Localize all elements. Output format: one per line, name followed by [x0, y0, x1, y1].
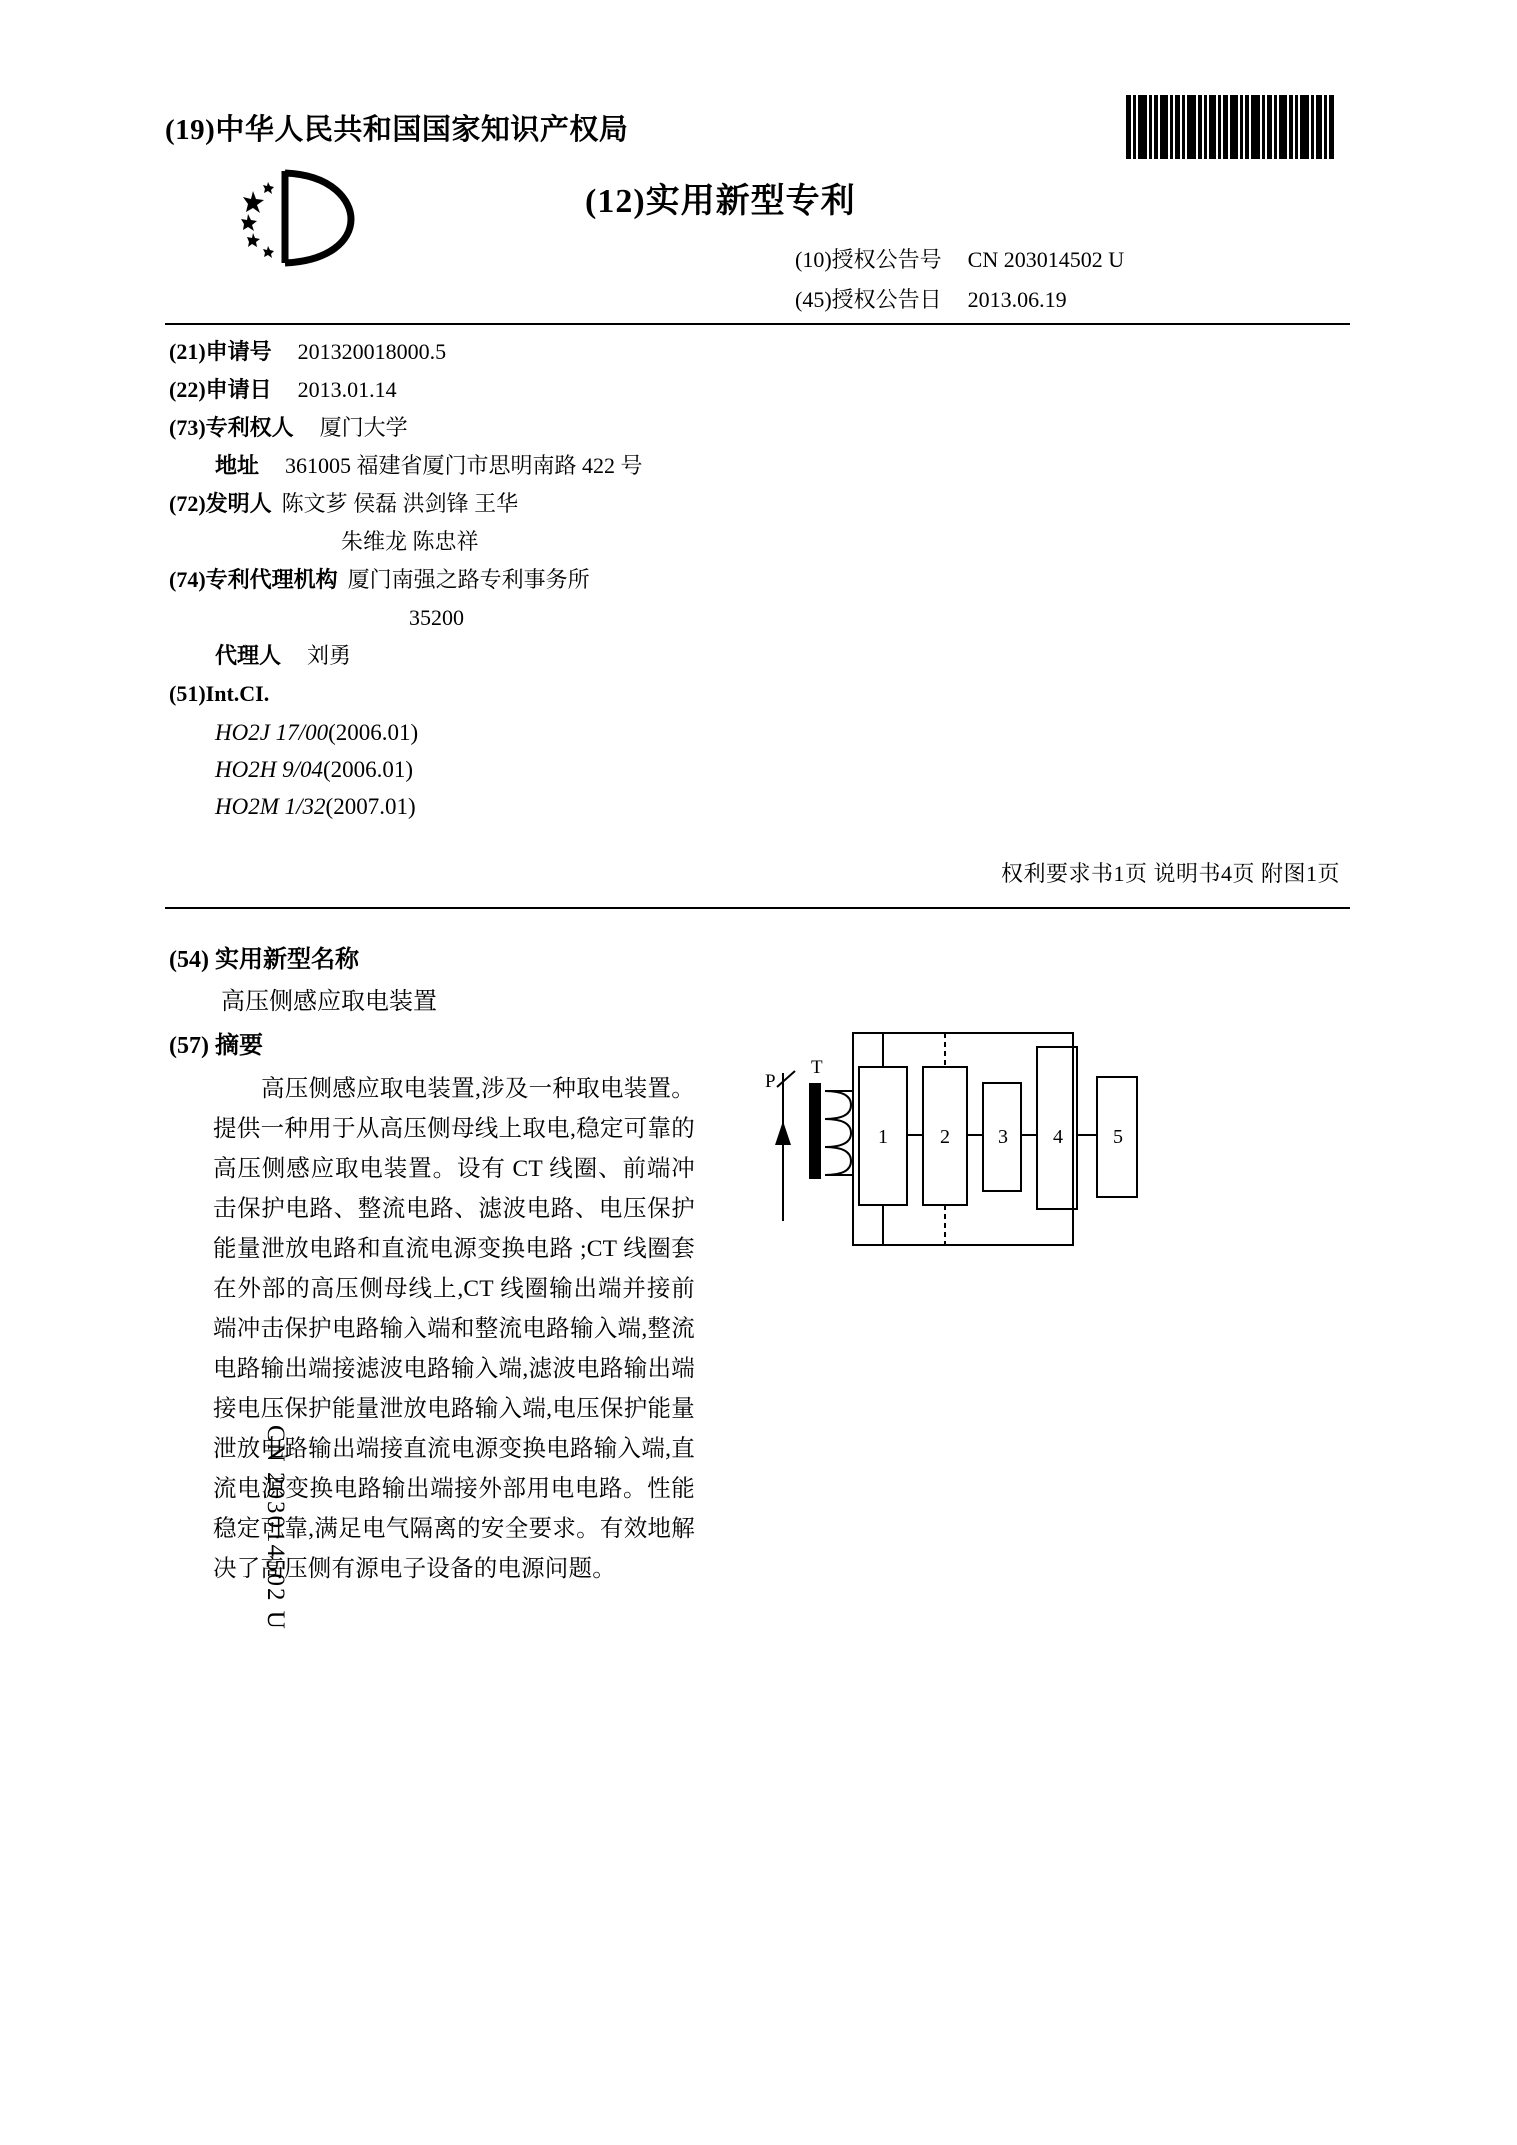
publication-date-label: (45)授权公告日: [795, 287, 942, 312]
side-publication-id: CN 203014502 U: [262, 1425, 289, 1631]
issuing-office-line: (19)中华人民共和国国家知识产权局: [165, 114, 629, 146]
svg-text:3: 3: [998, 1126, 1008, 1148]
svg-text:5: 5: [1113, 1126, 1123, 1148]
svg-text:1: 1: [878, 1126, 888, 1148]
abstract-figure: [765, 1025, 1225, 1385]
int-cl-entry: [169, 721, 1069, 744]
int-cl-code: HO2M 1/32: [215, 794, 326, 819]
bib-value: 刘勇: [307, 643, 352, 668]
page-count-summary: 权利要求书1页 说明书4页 附图1页: [1000, 861, 1340, 886]
bib-code: 代理人: [215, 643, 282, 668]
bibliographic-block: [169, 341, 1069, 832]
divider-top: [165, 323, 1350, 325]
publication-date-value: 2013.06.19: [967, 287, 1067, 312]
bib-row-agent: [169, 645, 1069, 667]
bib-value: 201320018000.5: [297, 339, 447, 364]
bib-row-patentee: [169, 417, 1069, 439]
bib-code: (22)申请日: [169, 377, 272, 402]
bib-row-inventors: [169, 493, 1069, 515]
abstract-text: 高压侧感应取电装置,涉及一种取电装置。提供一种用于从高压侧母线上取电,稳定可靠的高压侧感应取电装置。设有 CT 线圈、前端冲击保护电路、整流电路、滤波电路、电压保护能量泄放电路和直流电源变换电路 ;CT 线圈套在外部的高压侧母线上,CT 线圈输出端并接前端冲击保护电路输入端和整流电路输入端,整流电路输出端接滤波电路输入端,滤波电路输出端接电压保护能量泄放电路输入端,电压保护能量泄放电路输出端接直流电源变换电路输入端,直流电源变换电路输出端接外部用电电路。性能稳定可靠,满足电气隔离的安全要求。有效地解决了高压侧有源电子设备的电源问题。: [213, 1076, 695, 1582]
svg-text:2: 2: [940, 1126, 950, 1148]
bib-row-address: [169, 455, 1069, 477]
bib-row-agency-code: [169, 607, 1069, 629]
int-cl-entry: [169, 758, 1069, 781]
patent-sheet: [165, 95, 1350, 1995]
int-cl-version: (2007.01): [325, 794, 416, 819]
abstract-label: (57) 摘要: [169, 1033, 263, 1059]
bib-value: 厦门大学: [319, 415, 408, 440]
bib-row-application-number: [169, 341, 1069, 363]
bib-code: (74)专利代理机构: [169, 567, 338, 592]
bib-code: (72)发明人: [169, 491, 272, 516]
int-cl-code: HO2J 17/00: [215, 720, 329, 745]
bib-code: (21)申请号: [169, 339, 272, 364]
bib-row-inventors-cont: [169, 531, 1069, 553]
publication-date: [795, 283, 1067, 314]
utility-model-name-value: 高压侧感应取电装置: [221, 989, 437, 1015]
int-cl-version: (2006.01): [322, 757, 414, 782]
svg-text:4: 4: [1053, 1126, 1063, 1148]
bib-value: 35200: [409, 605, 464, 630]
int-cl-version: (2006.01): [328, 720, 419, 745]
svg-text:T: T: [811, 1057, 823, 1078]
sipo-logo-icon: [223, 163, 363, 268]
bib-row-application-date: [169, 379, 1069, 401]
svg-text:P: P: [765, 1071, 776, 1092]
bib-value: 厦门南强之路专利事务所: [347, 567, 590, 592]
bib-code: (51)Int.CI.: [169, 681, 270, 706]
bib-value: 朱维龙 陈忠祥: [341, 529, 479, 554]
publication-number: [795, 243, 1124, 274]
bib-code: (73)专利权人: [169, 415, 294, 440]
bib-code: 地址: [215, 453, 260, 478]
int-cl-entry: [169, 795, 1069, 818]
utility-model-name-label: (54) 实用新型名称: [169, 947, 359, 973]
document-type-title: (12)实用新型专利: [585, 183, 856, 220]
bib-value: 361005 福建省厦门市思明南路 422 号: [285, 453, 643, 478]
publication-number-label: (10)授权公告号: [795, 247, 942, 272]
bib-row-int-cl-header: [169, 683, 1069, 705]
bib-value: 陈文芗 侯磊 洪剑锋 王华: [281, 491, 519, 516]
bib-value: 2013.01.14: [297, 377, 397, 402]
barcode: [1126, 95, 1348, 159]
publication-number-value: CN 203014502 U: [967, 247, 1125, 272]
divider-middle: [165, 907, 1350, 909]
int-cl-code: HO2H 9/04: [215, 757, 323, 782]
bib-row-agency: [169, 569, 1069, 591]
